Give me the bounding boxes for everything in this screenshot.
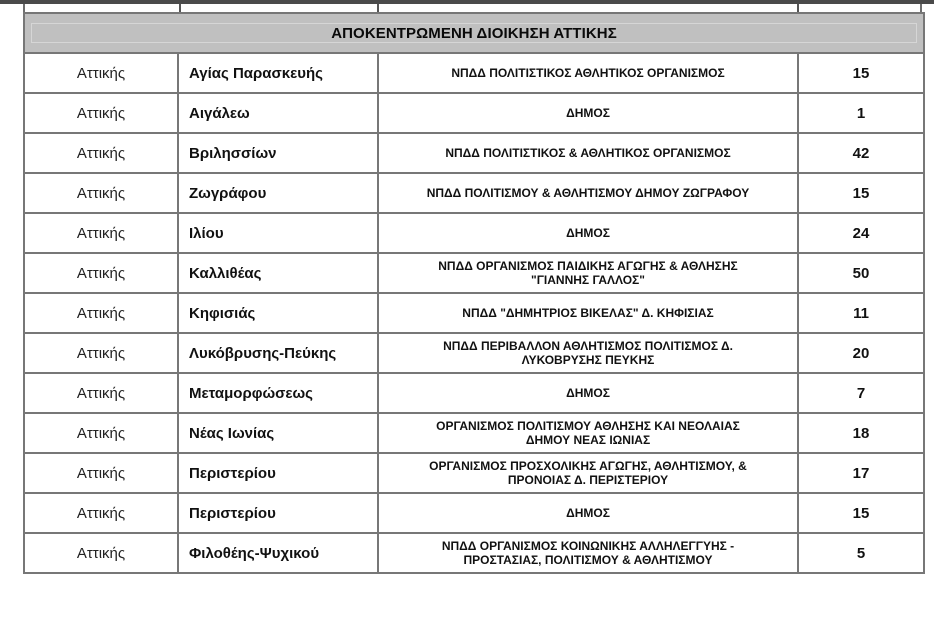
- region-cell: Αττικής: [24, 413, 178, 453]
- region-cell: Αττικής: [24, 453, 178, 493]
- region-cell: Αττικής: [24, 213, 178, 253]
- region-cell: Αττικής: [24, 253, 178, 293]
- table-row: [24, 453, 924, 493]
- entity-cell: ΔΗΜΟΣ: [378, 493, 798, 533]
- column-divider: [797, 4, 799, 12]
- table-row: [24, 213, 924, 253]
- table-row: [24, 93, 924, 133]
- municipality-cell: Βριλησσίων: [178, 133, 378, 173]
- region-cell: Αττικής: [24, 53, 178, 93]
- count-cell: 42: [798, 133, 924, 173]
- table-row: [24, 253, 924, 293]
- table-row: [24, 373, 924, 413]
- count-cell: 24: [798, 213, 924, 253]
- section-header-row: [24, 13, 924, 53]
- table-row: [24, 493, 924, 533]
- municipality-cell: Μεταμορφώσεως: [178, 373, 378, 413]
- municipality-cell: Καλλιθέας: [178, 253, 378, 293]
- count-cell: 50: [798, 253, 924, 293]
- column-divider: [377, 4, 379, 12]
- count-cell: 20: [798, 333, 924, 373]
- table-row: [24, 533, 924, 573]
- municipality-cell: Νέας Ιωνίας: [178, 413, 378, 453]
- entity-cell: ΔΗΜΟΣ: [378, 213, 798, 253]
- municipality-cell: Περιστερίου: [178, 453, 378, 493]
- entity-cell: ΝΠΔΔ ΠΟΛΙΤΙΣΜΟΥ & ΑΘΛΗΤΙΣΜΟΥ ΔΗΜΟΥ ΖΩΓΡΑΦΟΥ: [378, 173, 798, 213]
- municipality-cell: Αγίας Παρασκευής: [178, 53, 378, 93]
- table-row: [24, 53, 924, 93]
- entity-cell: ΟΡΓΑΝΙΣΜΟΣ ΠΟΛΙΤΙΣΜΟΥ ΑΘΛΗΣΗΣ ΚΑΙ ΝΕΟΛΑΙΑΣ ΔΗΜΟΥ ΝΕΑΣ ΙΩΝΙΑΣ: [378, 413, 798, 453]
- count-cell: 7: [798, 373, 924, 413]
- entity-cell: ΝΠΔΔ "ΔΗΜΗΤΡΙΟΣ ΒΙΚΕΛΑΣ" Δ. ΚΗΦΙΣΙΑΣ: [378, 293, 798, 333]
- count-cell: 15: [798, 53, 924, 93]
- municipality-cell: Αιγάλεω: [178, 93, 378, 133]
- table-row: [24, 133, 924, 173]
- region-cell: Αττικής: [24, 533, 178, 573]
- region-cell: Αττικής: [24, 373, 178, 413]
- entity-cell: ΔΗΜΟΣ: [378, 373, 798, 413]
- count-cell: 1: [798, 93, 924, 133]
- table-row: [24, 333, 924, 373]
- region-cell: Αττικής: [24, 333, 178, 373]
- region-cell: Αττικής: [24, 93, 178, 133]
- column-divider: [179, 4, 181, 12]
- municipality-cell: Ιλίου: [178, 213, 378, 253]
- municipality-cell: Περιστερίου: [178, 493, 378, 533]
- table-row: [24, 413, 924, 453]
- municipality-cell: Κηφισιάς: [178, 293, 378, 333]
- region-cell: Αττικής: [24, 493, 178, 533]
- region-cell: Αττικής: [24, 173, 178, 213]
- region-cell: Αττικής: [24, 133, 178, 173]
- count-cell: 15: [798, 173, 924, 213]
- entity-cell: ΝΠΔΔ ΟΡΓΑΝΙΣΜΟΣ ΚΟΙΝΩΝΙΚΗΣ ΑΛΛΗΛΕΓΓΥΗΣ - ΠΡΟΣΤΑΣΙΑΣ, ΠΟΛΙΤΙΣΜΟΥ & ΑΘΛΗΤΙΣΜΟΥ: [378, 533, 798, 573]
- entity-cell: ΝΠΔΔ ΟΡΓΑΝΙΣΜΟΣ ΠΑΙΔΙΚΗΣ ΑΓΩΓΗΣ & ΑΘΛΗΣΗΣ "ΓΙΑΝΝΗΣ ΓΑΛΛΟΣ": [378, 253, 798, 293]
- count-cell: 5: [798, 533, 924, 573]
- entity-cell: ΟΡΓΑΝΙΣΜΟΣ ΠΡΟΣΧΟΛΙΚΗΣ ΑΓΩΓΗΣ, ΑΘΛΗΤΙΣΜΟΥ, & ΠΡΟΝΟΙΑΣ Δ. ΠΕΡΙΣΤΕΡΙΟΥ: [378, 453, 798, 493]
- municipality-cell: Φιλοθέης-Ψυχικού: [178, 533, 378, 573]
- entity-cell: ΝΠΔΔ ΠΟΛΙΤΙΣΤΙΚΟΣ & ΑΘΛΗΤΙΚΟΣ ΟΡΓΑΝΙΣΜΟΣ: [378, 133, 798, 173]
- region-cell: Αττικής: [24, 293, 178, 333]
- entity-cell: ΔΗΜΟΣ: [378, 93, 798, 133]
- section-title: ΑΠΟΚΕΝΤΡΩΜΕΝΗ ΔΙΟΙΚΗΣΗ ΑΤΤΙΚΗΣ: [31, 23, 917, 43]
- entity-cell: ΝΠΔΔ ΠΟΛΙΤΙΣΤΙΚΟΣ ΑΘΛΗΤΙΚΟΣ ΟΡΓΑΝΙΣΜΟΣ: [378, 53, 798, 93]
- table-row: [24, 173, 924, 213]
- count-cell: 18: [798, 413, 924, 453]
- previous-table-row-partial: [23, 4, 922, 12]
- entities-table: [23, 12, 925, 574]
- count-cell: 11: [798, 293, 924, 333]
- entity-cell: ΝΠΔΔ ΠΕΡΙΒΑΛΛΟΝ ΑΘΛΗΤΙΣΜΟΣ ΠΟΛΙΤΙΣΜΟΣ Δ. ΛΥΚΟΒΡΥΣΗΣ ΠΕΥΚΗΣ: [378, 333, 798, 373]
- count-cell: 17: [798, 453, 924, 493]
- count-cell: 15: [798, 493, 924, 533]
- municipality-cell: Ζωγράφου: [178, 173, 378, 213]
- municipality-cell: Λυκόβρυσης-Πεύκης: [178, 333, 378, 373]
- section-header-cell: [24, 13, 924, 53]
- table-row: [24, 293, 924, 333]
